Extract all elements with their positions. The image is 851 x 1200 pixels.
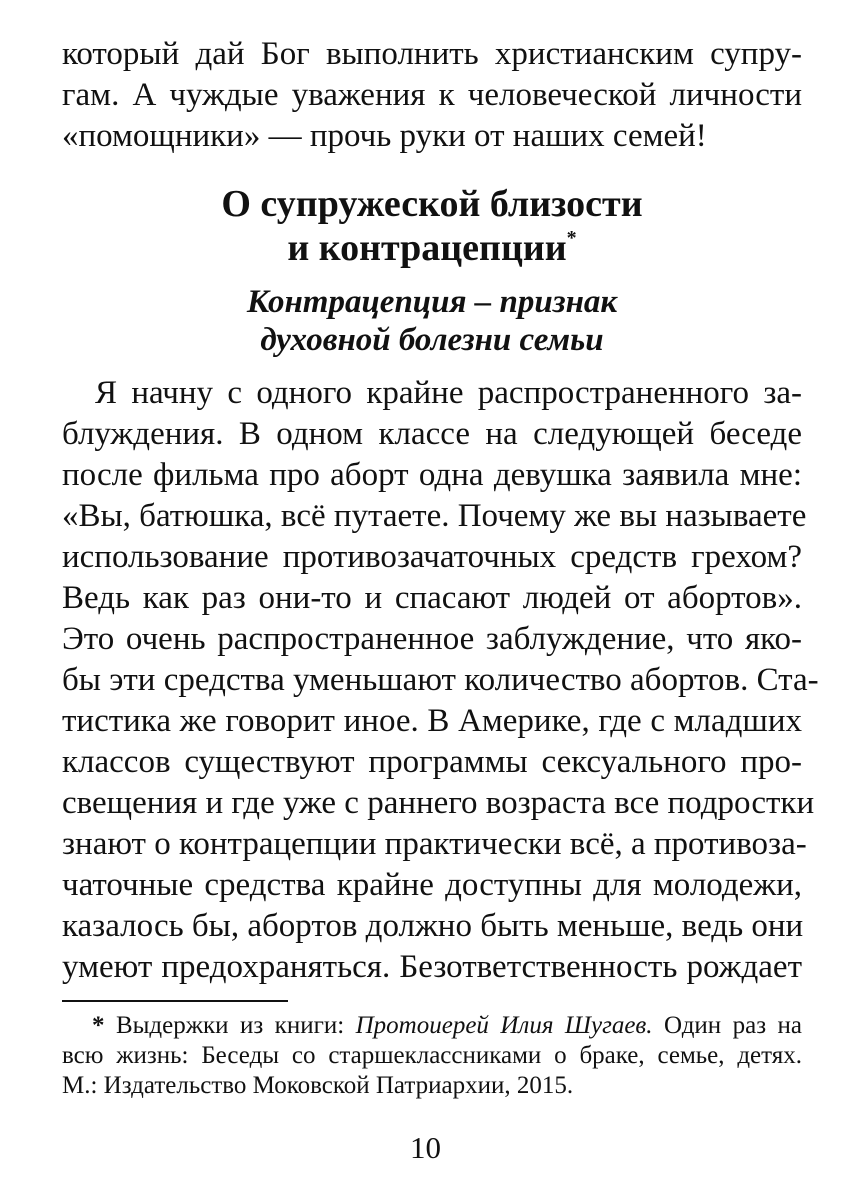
text-line: «помощники» — прочь руки от наших семей! xyxy=(62,118,707,154)
footnote xyxy=(62,1011,802,1101)
text-line: который дай Бог выполнить христианским супру- xyxy=(62,36,802,72)
heading-line-text: и контрацепции xyxy=(287,227,567,269)
page-content xyxy=(62,34,819,988)
footnote-reference-marker: * xyxy=(566,227,577,249)
subheading-line: духовной болезни семьи xyxy=(260,322,604,358)
text-line: «Вы, батюшка, всё путаете. Почему же вы называете xyxy=(62,498,807,534)
top-paragraph xyxy=(62,34,802,157)
heading-line: О супружеской близости xyxy=(221,183,643,225)
page-number: 10 xyxy=(410,1130,441,1165)
text-line: Я начну с одного крайне распространенного за- xyxy=(95,375,802,411)
subheading-line: Контрацепция – признак xyxy=(246,284,618,320)
text-line: казалось бы, абортов должно быть меньше, ведь они xyxy=(62,908,804,944)
text-line: классов существуют программы сексуального про- xyxy=(62,744,802,780)
footnote-line: всю жизнь: Беседы со старшеклассниками о браке, семье, детях. xyxy=(62,1042,802,1069)
footnote-author: Протоиерей Илия Шугаев. xyxy=(355,1012,653,1039)
text-line: гам. А чуждые уважения к человеческой личности xyxy=(62,77,802,113)
footnote-marker: * xyxy=(92,1012,105,1039)
text-line: умеют предохраняться. Безответственность рождает xyxy=(62,949,802,985)
footnote-divider xyxy=(62,1000,288,1002)
heading-line xyxy=(62,226,802,270)
footnote-prefix: Выдержки из книги: xyxy=(115,1012,356,1039)
text-line: блуждения. В одном классе на следующей беседе xyxy=(62,416,802,452)
footnote-line: М.: Издательство Моковской Патриархии, 2015. xyxy=(62,1072,574,1099)
text-line: свещения и где уже с раннего возраста все подростки xyxy=(62,785,815,821)
text-line: после фильма про аборт одна девушка заявила мне: xyxy=(62,457,802,493)
text-line: Ведь как раз они-то и спасают людей от абортов». xyxy=(62,580,802,616)
text-line: Это очень распространенное заблуждение, что яко- xyxy=(62,621,802,657)
footnote-line xyxy=(62,1011,802,1041)
text-line: тистика же говорит иное. В Америке, где с младших xyxy=(62,703,802,739)
text-line: чаточные средства крайне доступны для молодежи, xyxy=(62,867,802,903)
text-line: знают о контрацепции практически всё, а противоза- xyxy=(62,826,807,862)
body-paragraph xyxy=(62,373,819,988)
text-line: использование противозачаточных средств грехом? xyxy=(62,539,802,575)
section-subheading xyxy=(62,283,802,359)
chapter-heading xyxy=(62,182,802,270)
text-line: бы эти средства уменьшают количество абортов. Ста- xyxy=(62,662,819,698)
footnote-suffix: Один раз на xyxy=(652,1012,803,1039)
